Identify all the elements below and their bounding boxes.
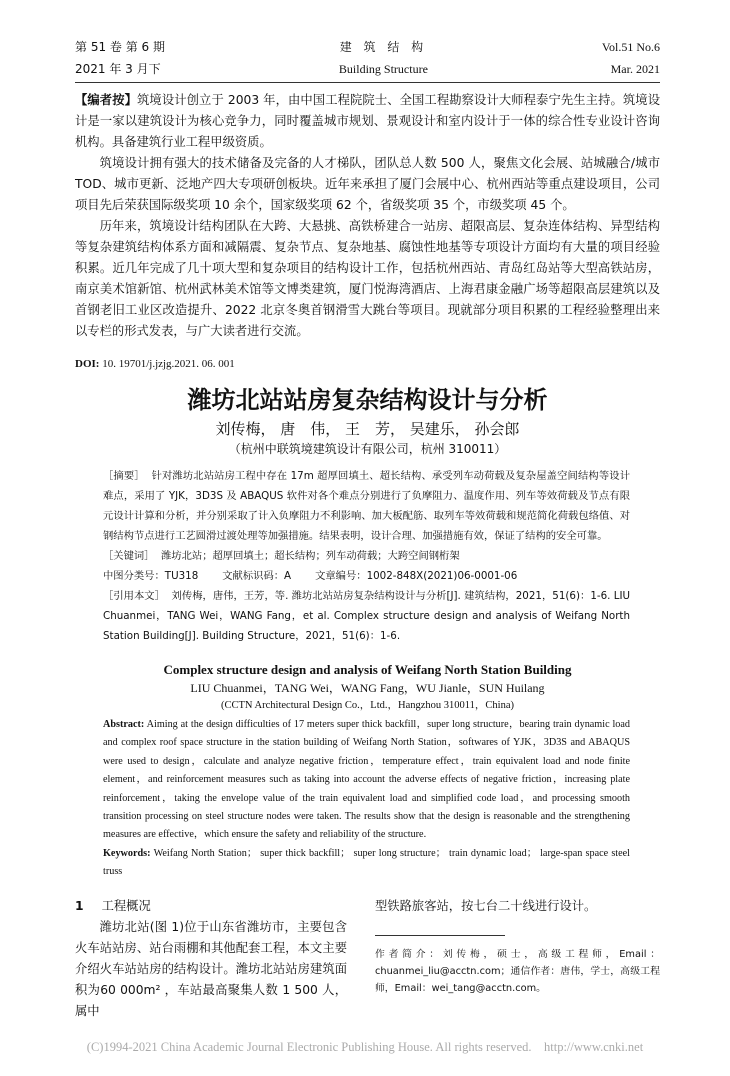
section-1-body-left: 潍坊北站(图 1)位于山东省潍坊市，主要包含火车站站房、站台雨棚和其他配套工程，本文主要介绍火车站站房的结构设计。潍坊北站站房建筑面积为60 000m² ，车站最高聚集人数 1 500 人，属中 (75, 919, 347, 1018)
keywords-cn-text: 潍坊北站；超厚回填土；超长结构；列车动荷载；大跨空间钢桁架 (161, 550, 460, 562)
keywords-en-text: Weifang North Station； super thick backfill； super long structure； train dynamic load； large-span space steel truss (103, 847, 631, 878)
date-cn: 2021 年 3 月下 (75, 62, 161, 76)
citation-label: ［引用本文］ (103, 590, 165, 602)
authors-cn: 刘传梅， 唐 伟， 王 芳， 吴建乐， 孙会郎 (215, 420, 520, 438)
section-title: 工程概况 (101, 898, 151, 913)
doi-value[interactable]: 10. 19701/j.jzjg.2021. 06. 001 (102, 358, 235, 370)
editor-note-p3: 历年来，筑境设计结构团队在大跨、大悬挑、高铁桥建合一站房、超限高层、复杂连体结构、异型结构等复杂建筑结构体系方面和减隔震、复杂节点、复杂地基、腐蚀性地基等专项设计方面均有大量的项目经验积累。近几年完成了几十项大型和复杂项目的结构设计工作，包括杭州西站、青岛红岛站等大型高铁站房，南京美术馆新馆、杭州武林美术馆等文博类建筑，厦门悦海湾酒店、上海君康金融广场等超限高层建筑以及首钢老旧工业区改造提升、2022 北京冬奥首钢滑雪大跳台等项目。现就部分项目积累的工程经验整理出来以专栏的形式发表，与广大读者进行交流。 (75, 219, 660, 338)
abstract-en-label: Abstract: (103, 719, 145, 730)
title-cn: 潍坊北站站房复杂结构设计与分析 (187, 386, 548, 414)
title-en: Complex structure design and analysis of Weifang North Station Building (163, 662, 572, 677)
volume-en: Vol.51 No.6 (601, 40, 660, 54)
right-column (375, 896, 660, 1022)
editor-note (75, 90, 660, 342)
running-header (75, 36, 660, 83)
abstract-cn-label: ［摘要］ (103, 470, 145, 482)
authors-en: LIU Chuanmei，TANG Wei，WANG Fang，WU Jianle，SUN Huilang (190, 681, 545, 695)
editor-note-label: 【编者按】 (75, 93, 138, 107)
document-code: 文献标识码：A (222, 570, 292, 582)
volume-cn: 第 51 卷 第 6 期 (75, 40, 165, 54)
copyright-footer: (C)1994-2021 China Academic Journal Electronic Publishing House. All rights reserved. http://www.cnki.net (86, 1039, 644, 1054)
article-number: 文章编号：1002-848X(2021)06-0001-06 (315, 570, 518, 582)
doi-label: DOI: (75, 358, 100, 370)
header-right (602, 36, 660, 80)
abstract-cn-block (103, 466, 630, 646)
section-1-body-right: 型铁路旅客站，按七台二十线进行设计。 (375, 898, 597, 913)
abstract-en-text: Aiming at the design difficulties of 17 meters super thick backfill，super long structure，bearing train dynamic load and complex roof space structure in the station building of Weifang North Station，softwares of YJK，3D3S and ABAQUS were used to design，calculate and analyze negative friction，temperature effect，train equivalent load and node finite element，and reinforcement measures such as taking into account the adverse effects of negative friction，increasing plate reinforcement，taking the envelope value of the train equivalent load and simplified code load，and processing smooth transition processing on steel structure nodes were taken. The results show that the design is reasonable and the strengthening measures are effective，which ensure the safety and reliability of the structure. (103, 719, 631, 841)
date-en: Mar. 2021 (610, 62, 660, 76)
citation-text: 刘传梅，唐伟，王芳，等. 潍坊北站站房复杂结构设计与分析[J]. 建筑结构，2021，51(6)：1-6. LIU Chuanmei，TANG Wei，WANG Fang，et al. Complex structure design and analysis of Weifang North Station Building[J]. Building Structure，2021，51(6)：1-6. (103, 590, 631, 642)
editor-note-p1: 筑境设计创立于 2003 年，由中国工程院院士、全国工程勘察设计大师程泰宁先生主持。筑境设计是一家以建筑设计为核心竞争力，同时覆盖城市规划、景观设计和室内设计于一体的综合性专业设计咨询机构。具备建筑行业工程甲级资质。 (75, 93, 660, 149)
keywords-en-label: Keywords: (103, 847, 151, 859)
doi (75, 356, 660, 372)
two-column-body (75, 896, 660, 1022)
section-1-heading (75, 896, 347, 917)
clc-number: 中图分类号：TU318 (103, 570, 199, 582)
left-column (75, 896, 347, 1022)
header-left (75, 36, 165, 80)
author-note: 作者简介：刘传梅，硕士，高级工程师，Email：chuanmei_liu@acctn.com；通信作者：唐伟，学士，高级工程师，Email：wei_tang@acctn.com。 (375, 948, 660, 994)
keywords-cn-label: ［关键词］ (103, 550, 155, 562)
section-number: 1 (75, 898, 84, 913)
editor-note-p2: 筑境设计拥有强大的技术储备及完备的人才梯队，团队总人数 500 人，聚焦文化会展、站城融合/城市TOD、城市更新、泛地产四大专项研创板块。近年来承担了厦门会展中心、杭州西站等重点建设项目，公司项目先后荣获国际级奖项 10 余个，国家级奖项 62 个，省级奖项 35 个，市级奖项 45 个。 (75, 156, 660, 212)
header-center (339, 36, 428, 80)
abstract-en-block (103, 716, 630, 882)
journal-en: Building Structure (338, 62, 428, 76)
journal-cn: 建 筑 结 构 (339, 40, 428, 54)
footnote-rule (375, 935, 505, 936)
affiliation-en: (CCTN Architectural Design Co.，Ltd.，Hangzhou 310011，China) (221, 700, 514, 711)
affiliation-cn: （杭州中联筑境建筑设计有限公司，杭州 310011） (228, 442, 507, 456)
abstract-cn-text: 针对潍坊北站站房工程中存在 17m 超厚回填土、超长结构、承受列车动荷载及复杂屋盖空间结构等设计难点，采用了 YJK，3D3S 及 ABAQUS 软件对各个难点分别进行了负摩阻力、温度作用、列车等效荷载及节点有限元设计计算和分析，并分别采取了计入负摩阻力不利影响、加大板配筋、取列车等效荷载和规范简化荷载包络值、对钢结构节点进行工艺圆滑过渡处理等加强措施。结果表明，设计合理、加强措施有效，保证了结构的安全可靠。 (103, 470, 631, 542)
